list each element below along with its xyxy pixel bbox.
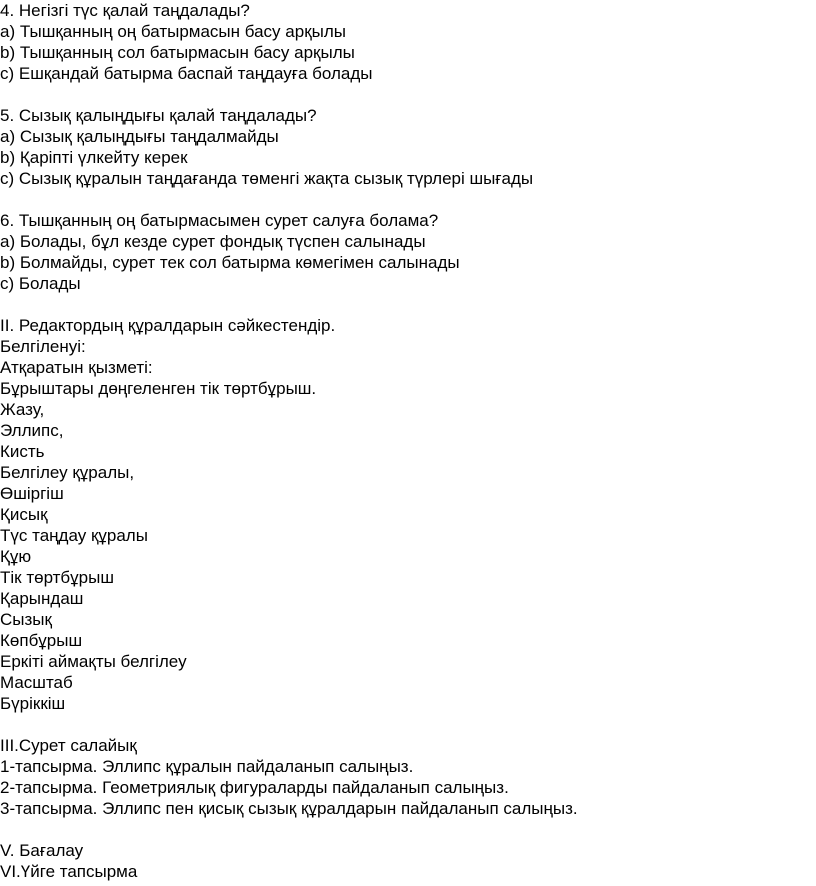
tool-item: Бұрыштары дөңгеленген тік төртбұрыш. [0,379,317,398]
section-iii-heading: ІІІ.Сурет салайық [0,736,137,755]
section-ii-heading: ІІ. Редактордың құралдарын сәйкестендір. [0,316,336,335]
spacer [0,714,816,735]
tool-item: Тік төртбұрыш [0,568,114,587]
q5-option-c: с) Сызық құралын таңдағанда төменгі жақта сызық түрлері шығады [0,169,534,188]
q6-option-b: b) Болмайды, сурет тек сол батырма көмегімен салынады [0,253,460,272]
q5-option-b: b) Қаріпті үлкейту керек [0,148,188,167]
q4-question: 4. Негізгі түс қалай таңдалады? [0,1,250,20]
spacer [0,189,816,210]
tool-item: Белгілеу құралы, [0,463,135,482]
tool-item: Сызық [0,610,52,629]
task-item: 1-тапсырма. Эллипс құралын пайдаланып салыңыз. [0,757,414,776]
section-ii-marker-label: Белгіленуі: [0,337,86,356]
q4-option-b: b) Тышқанның сол батырмасын басу арқылы [0,43,355,62]
q5-option-a: а) Сызық қалыңдығы таңдалмайды [0,127,279,146]
tool-item: Өшіргіш [0,484,64,503]
tool-item: Көпбұрыш [0,631,83,650]
q6-option-c: с) Болады [0,274,81,293]
tool-item: Жазу, [0,400,45,419]
q5-question: 5. Сызық қалыңдығы қалай таңдалады? [0,106,317,125]
tool-item: Қарындаш [0,589,84,608]
tool-item: Масштаб [0,673,73,692]
q4-option-a: а) Тышқанның оң батырмасын басу арқылы [0,22,346,41]
tool-item: Еркіті аймақты белгілеу [0,652,187,671]
q6-option-a: а) Болады, бұл кезде сурет фондық түспен салынады [0,232,426,251]
section-ii-function-label: Атқаратын қызметі: [0,358,153,377]
spacer [0,84,816,105]
task-item: 2-тапсырма. Геометриялық фигураларды пайдаланып салыңыз. [0,778,509,797]
tool-item: Бүріккіш [0,694,66,713]
section-vi-heading: VІ.Үйге тапсырма [0,862,138,881]
spacer [0,294,816,315]
tool-item: Қисық [0,505,48,524]
spacer [0,819,816,840]
q6-question: 6. Тышқанның оң батырмасымен сурет салуға болама? [0,211,439,230]
tool-item: Кисть [0,442,45,461]
task-item: 3-тапсырма. Эллипс пен қисық сызық құралдарын пайдаланып салыңыз. [0,799,578,818]
tool-item: Түс таңдау құралы [0,526,148,545]
tool-item: Құю [0,547,32,566]
section-v-heading: V. Бағалау [0,841,84,860]
q4-option-c: с) Ешқандай батырма баспай таңдауға болады [0,64,373,83]
tool-item: Эллипс, [0,421,64,440]
